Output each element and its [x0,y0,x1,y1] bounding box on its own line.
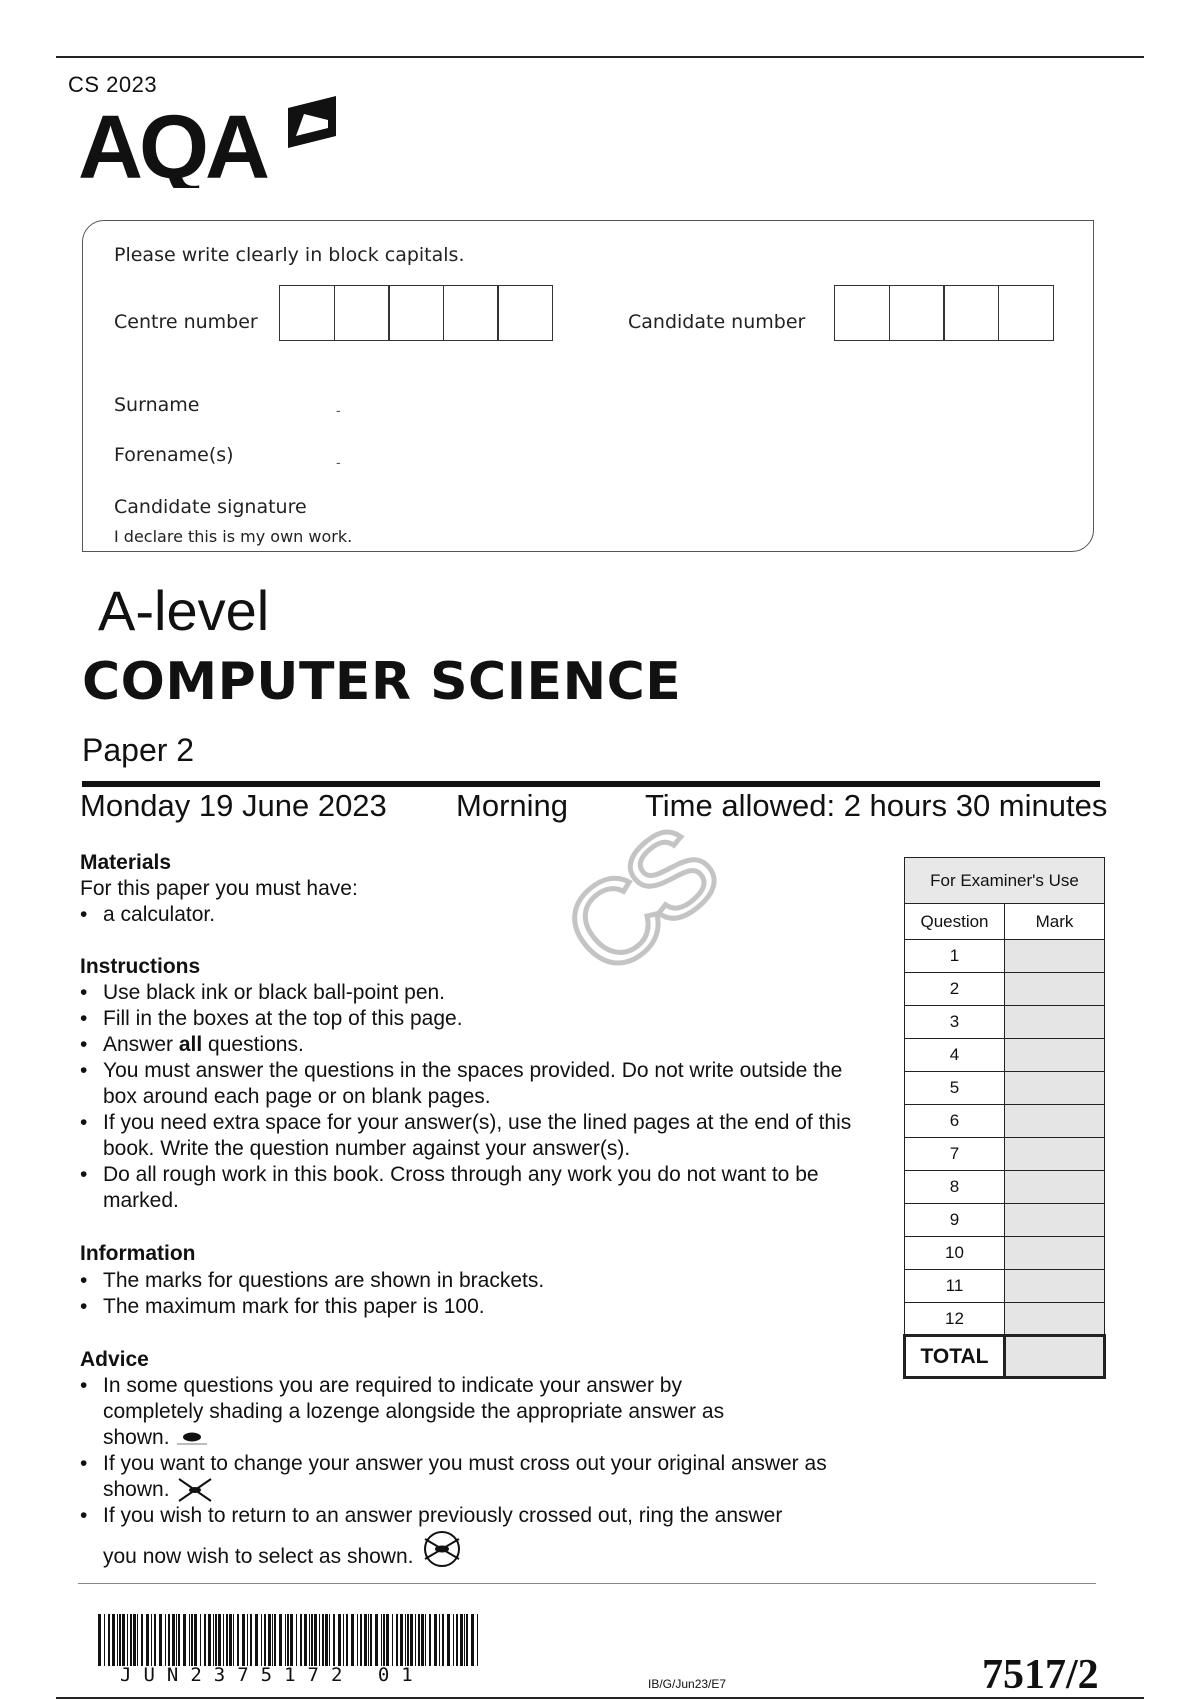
barcode-bar [255,1614,258,1666]
question-number: 7 [905,1138,1005,1171]
barcode-bar [112,1614,115,1666]
barcode-bar [233,1614,234,1666]
barcode-bar [343,1614,344,1666]
mark-cell [1005,1039,1105,1072]
materials-list [80,902,860,928]
mark-cell [1005,1105,1105,1138]
list-item: • If you need extra space for your answer(s), use the lined pages at the end of this book. Write the question number against your answer(s). [80,1110,870,1162]
footer-bottom-rule [56,1697,1144,1699]
barcode-bar [127,1614,128,1666]
barcode-bar [464,1614,465,1666]
barcode-bar [108,1614,110,1666]
table-row [905,973,1105,1006]
barcode-bar [421,1614,424,1666]
exam-session: Morning [456,788,568,823]
barcode-bar [279,1614,282,1666]
shaded-lozenge-icon [175,1429,209,1447]
table-row [905,940,1105,973]
mark-cell [1005,1270,1105,1303]
forename-field[interactable]: - [336,454,341,470]
barcode-bar [364,1614,367,1666]
materials-heading: Materials [80,851,172,874]
barcode-bar [357,1614,358,1666]
title-rule [82,781,1100,787]
advice-heading: Advice [80,1348,149,1371]
question-number: 5 [905,1072,1005,1105]
table-row [905,1270,1105,1303]
barcode-bar [407,1614,409,1666]
barcode-bar [287,1614,289,1666]
barcode-bar [425,1614,426,1666]
materials-intro: For this paper you must have: [80,877,358,900]
surname-field[interactable]: - [336,402,341,418]
logo-flag-icon [288,96,336,148]
barcode-text: JUN2375172 01 [120,1664,425,1686]
barcode-bar [396,1614,398,1666]
barcode-bar [215,1614,217,1666]
forename-label: Forename(s) [114,444,234,466]
barcode-bar [429,1614,431,1666]
paper-number: Paper 2 [82,732,195,768]
table-row [905,1105,1105,1138]
header-code: CS 2023 [68,72,158,97]
barcode-bar [130,1614,132,1666]
barcode-bar [400,1614,403,1666]
barcode-bar [346,1614,348,1666]
aqa-logo [78,92,348,193]
barcode-bar [268,1614,271,1666]
barcode-bar [383,1614,385,1666]
information-heading: Information [80,1242,196,1265]
ringed-lozenge-icon [419,1529,465,1569]
barcode-bar [189,1614,190,1666]
total-mark-cell [1005,1336,1105,1378]
barcode-bar [447,1614,450,1666]
barcode-bar [250,1614,252,1666]
barcode-bar [290,1614,293,1666]
logo-text: AQA [78,98,266,188]
declaration-text: I declare this is my own work. [114,527,353,546]
list-item: • Use black ink or black ball-point pen. [80,980,870,1006]
barcode-bar [98,1614,101,1666]
qualification-level: A-level [98,579,270,642]
list-item: • In some questions you are required to indicate your answer by completely shading a lozenge alongside the appropriate answer as shown. [80,1373,870,1451]
mark-column-header: Mark [1005,904,1105,940]
barcode-bar [434,1614,437,1666]
barcode-bar [178,1614,180,1666]
barcode-bar [247,1614,248,1666]
document-reference: IB/G/Jun23/E7 [648,1677,727,1691]
barcode-bar [442,1614,444,1666]
examiners-use-table [903,857,1106,1379]
question-number: 10 [905,1237,1005,1270]
barcode-bar [460,1614,463,1666]
barcode-bar [351,1614,354,1666]
list-item: • The maximum mark for this paper is 100. [80,1294,860,1320]
mark-cell [1005,1138,1105,1171]
mark-cell [1005,940,1105,973]
candidate-digit-box[interactable] [834,285,890,341]
question-number: 11 [905,1270,1005,1303]
crossed-lozenge-icon [175,1477,215,1503]
question-column-header: Question [905,904,1005,940]
barcode-bar [218,1614,221,1666]
total-row [905,1336,1105,1378]
question-number: 12 [905,1303,1005,1336]
barcode-bar [176,1614,177,1666]
barcode-bar [456,1614,458,1666]
barcode-bar [439,1614,440,1666]
barcode-bar [360,1614,362,1666]
table-row [905,1204,1105,1237]
footer-rule [78,1583,1096,1584]
list-item: • The marks for questions are shown in brackets. [80,1268,860,1294]
barcode-bar [168,1614,170,1666]
centre-digit-box[interactable] [497,285,553,341]
barcode-bar [410,1614,413,1666]
barcode-bar [191,1614,193,1666]
subject-title: COMPUTER SCIENCE [82,652,682,712]
question-number: 9 [905,1204,1005,1237]
barcode-bar [159,1614,162,1666]
centre-number-label: Centre number [114,311,258,333]
list-item: • Answer all questions. [80,1032,870,1058]
barcode-bar [137,1614,138,1666]
question-number: 8 [905,1171,1005,1204]
list-item: • a calculator. [80,902,860,928]
barcode-bar [311,1614,313,1666]
advice-list [80,1373,870,1570]
list-item: • If you wish to return to an answer previously crossed out, ring the answer you now wish to select as shown. [80,1503,870,1570]
barcode-bar [104,1614,105,1666]
question-number: 3 [905,1006,1005,1039]
barcode-bar [309,1614,310,1666]
barcode-bar [285,1614,286,1666]
list-item: • You must answer the questions in the spaces provided. Do not write outside the box around each page or on blank pages. [80,1058,870,1110]
mark-cell [1005,1237,1105,1270]
barcode-bar [208,1614,211,1666]
candidate-number-label: Candidate number [628,311,806,333]
time-allowed: Time allowed: 2 hours 30 minutes [645,788,1108,823]
mark-cell [1005,1204,1105,1237]
barcode-bar [194,1614,197,1666]
barcode-bar [453,1614,454,1666]
barcode-bar [165,1614,166,1666]
table-row [905,1237,1105,1270]
question-number: 2 [905,973,1005,1006]
centre-digit-box[interactable] [279,285,335,341]
list-item: • Do all rough work in this book. Cross through any work you do not want to be marked. [80,1162,870,1214]
list-item: • If you want to change your answer you must cross out your original answer as shown. [80,1451,870,1503]
barcode-bar [172,1614,175,1666]
barcode-bar [237,1614,239,1666]
table-row [905,1303,1105,1336]
barcode-bar [466,1614,468,1666]
barcode-bar [415,1614,416,1666]
barcode-bar [471,1614,474,1666]
block-capitals-instruction: Please write clearly in block capitals. [114,244,465,266]
barcode-bar [418,1614,420,1666]
barcode-bar [405,1614,406,1666]
mark-cell [1005,973,1105,1006]
barcode-bar [183,1614,186,1666]
candidate-digit-box[interactable] [998,285,1054,341]
barcode-bar [329,1614,330,1666]
barcode-bar [141,1614,143,1666]
barcode-bar [264,1614,266,1666]
information-list [80,1268,860,1320]
barcode-bar [314,1614,317,1666]
table-row [905,1039,1105,1072]
barcode-bar [154,1614,156,1666]
candidate-digit-box[interactable] [889,285,945,341]
barcode-bar [296,1614,297,1666]
barcode [98,1614,480,1666]
barcode-bar [274,1614,276,1666]
barcode-bar [119,1614,121,1666]
barcode-bar [392,1614,393,1666]
examiners-use-heading: For Examiner's Use [905,858,1105,904]
barcode-bar [300,1614,302,1666]
signature-label: Candidate signature [114,496,307,518]
barcode-bar [338,1614,341,1666]
barcode-bar [370,1614,372,1666]
barcode-bar [368,1614,369,1666]
barcode-bar [375,1614,378,1666]
centre-number-boxes [279,285,553,341]
list-item: • Fill in the boxes at the top of this page. [80,1006,870,1032]
barcode-bar [146,1614,149,1666]
candidate-number-boxes [834,285,1054,341]
cs-watermark: CS [539,804,739,1002]
barcode-bar [322,1614,324,1666]
barcode-bar [204,1614,206,1666]
barcode-bar [319,1614,320,1666]
table-row [905,1072,1105,1105]
table-row [905,1006,1105,1039]
barcode-bar [477,1614,478,1666]
candidate-digit-box[interactable] [943,285,999,341]
barcode-bar [386,1614,389,1666]
question-number: 6 [905,1105,1005,1138]
mark-cell [1005,1171,1105,1204]
barcode-bar [381,1614,382,1666]
barcode-bar [325,1614,328,1666]
mark-cell [1005,1006,1105,1039]
barcode-bar [272,1614,273,1666]
barcode-bar [304,1614,307,1666]
barcode-bar [229,1614,232,1666]
barcode-bar [122,1614,125,1666]
barcode-bar [333,1614,335,1666]
paper-code: 7517/2 [982,1652,1099,1698]
exam-date: Monday 19 June 2023 [80,788,387,823]
centre-digit-box[interactable] [334,285,390,341]
table-row [905,1138,1105,1171]
top-rule [56,56,1144,58]
mark-cell [1005,1303,1105,1336]
barcode-bar [200,1614,201,1666]
barcode-bar [223,1614,224,1666]
centre-digit-box[interactable] [388,285,444,341]
barcode-bar [226,1614,228,1666]
question-number: 1 [905,940,1005,973]
barcode-bar [151,1614,152,1666]
total-label: TOTAL [905,1336,1005,1378]
instructions-heading: Instructions [80,955,201,978]
barcode-bar [213,1614,214,1666]
centre-digit-box[interactable] [443,285,499,341]
barcode-bar [117,1614,118,1666]
instructions-list [80,980,870,1214]
question-number: 4 [905,1039,1005,1072]
barcode-bar [242,1614,245,1666]
barcode-bar [261,1614,262,1666]
table-row [905,1171,1105,1204]
barcode-bar [133,1614,136,1666]
mark-cell [1005,1072,1105,1105]
surname-label: Surname [114,394,200,416]
